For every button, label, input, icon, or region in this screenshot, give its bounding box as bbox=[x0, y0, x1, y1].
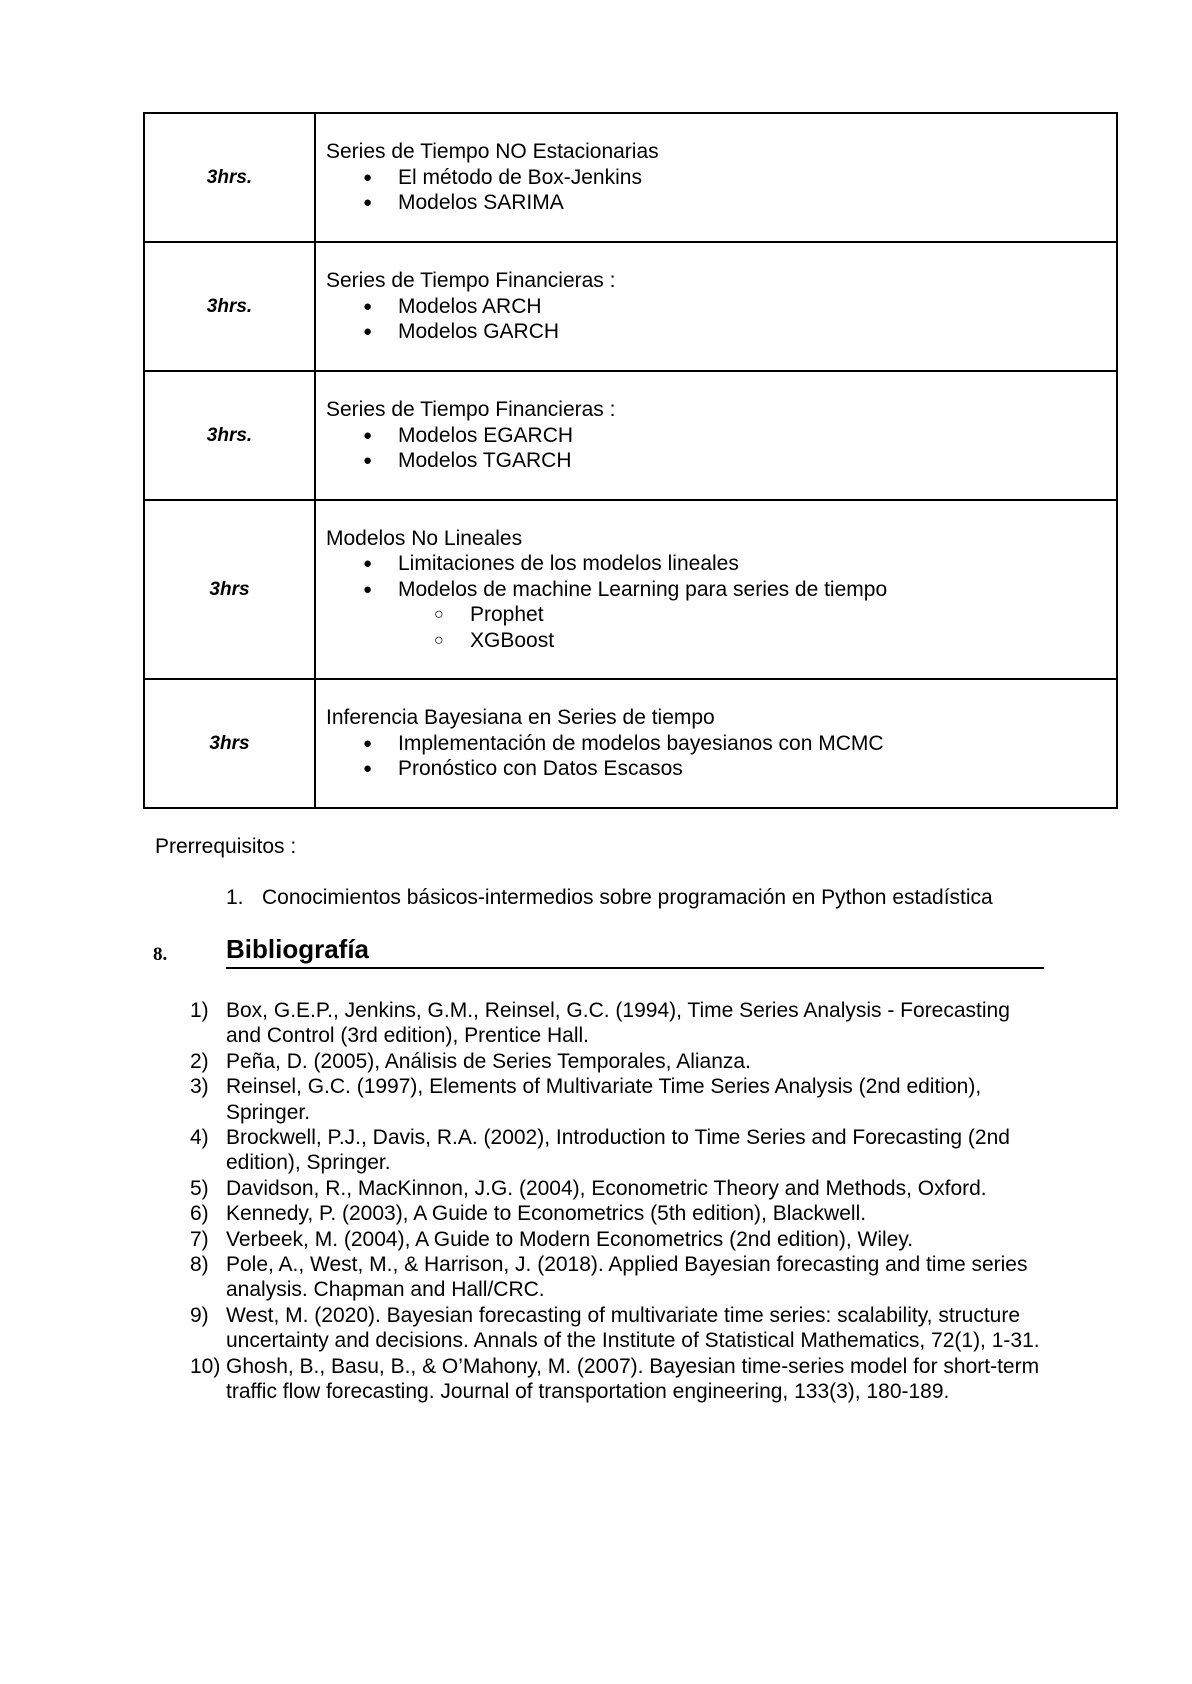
topic-cell bbox=[315, 500, 1117, 679]
bibliography-entry bbox=[190, 998, 1050, 1049]
topic-list bbox=[326, 731, 1116, 782]
topic-title: Series de Tiempo Financieras : bbox=[326, 398, 616, 422]
prerequisites-label: Prerrequisitos : bbox=[155, 835, 297, 858]
schedule-row bbox=[144, 113, 1117, 242]
entry-number: 2) bbox=[190, 1049, 209, 1073]
bibliography-entry bbox=[190, 1201, 1050, 1226]
hours-cell: 3hrs. bbox=[144, 113, 315, 242]
entry-text: Peña, D. (2005), Análisis de Series Temporales, Alianza. bbox=[226, 1049, 751, 1073]
topic-item: ● Modelos SARIMA bbox=[398, 190, 1116, 216]
topic-title: Series de Tiempo Financieras : bbox=[326, 269, 616, 293]
bibliography-entry bbox=[190, 1227, 1050, 1252]
prerequisite-text: Conocimientos básicos-intermedios sobre programación en Python estadística bbox=[262, 886, 993, 909]
topic-item bbox=[398, 577, 1116, 654]
entry-text: Brockwell, P.J., Davis, R.A. (2002), Introduction to Time Series and Forecasting (2nd edition), Springer. bbox=[226, 1126, 1010, 1175]
topic-list bbox=[326, 423, 1116, 474]
entry-text: Verbeek, M. (2004), A Guide to Modern Econometrics (2nd edition), Wiley. bbox=[226, 1227, 914, 1251]
section-title: Bibliografía bbox=[226, 934, 1044, 969]
entry-text: Reinsel, G.C. (1997), Elements of Multivariate Time Series Analysis (2nd edition), Springer. bbox=[226, 1075, 982, 1124]
topic-cell bbox=[315, 242, 1117, 371]
bibliography-entry bbox=[190, 1354, 1050, 1405]
section-number: 8. bbox=[153, 944, 168, 965]
topic-list bbox=[326, 294, 1116, 345]
bibliography-entry bbox=[190, 1074, 1050, 1125]
entry-number: 6) bbox=[190, 1202, 209, 1226]
schedule-row bbox=[144, 371, 1117, 500]
schedule-row bbox=[144, 679, 1117, 808]
schedule-table bbox=[143, 112, 1118, 809]
subtopic-list bbox=[398, 602, 1116, 653]
topic-title: Modelos No Lineales bbox=[326, 526, 523, 550]
entry-text: Davidson, R., MacKinnon, J.G. (2004), Econometric Theory and Methods, Oxford. bbox=[226, 1176, 987, 1200]
topic-item: ● El método de Box-Jenkins bbox=[398, 165, 1116, 191]
topic-item: ● Modelos ARCH bbox=[398, 294, 1116, 320]
bibliography-entry bbox=[190, 1049, 1050, 1074]
hours-cell: 3hrs. bbox=[144, 242, 315, 371]
bibliography-entry bbox=[190, 1125, 1050, 1176]
schedule-row bbox=[144, 242, 1117, 371]
topic-cell bbox=[315, 679, 1117, 808]
entry-text: Kennedy, P. (2003), A Guide to Econometrics (5th edition), Blackwell. bbox=[226, 1202, 867, 1226]
entry-text: Ghosh, B., Basu, B., & O’Mahony, M. (2007). Bayesian time-series model for short-term traffic flow forecasting. Journal of transportation engineering, 133(3), 180-189. bbox=[226, 1354, 1040, 1404]
entry-number: 7) bbox=[190, 1227, 209, 1251]
entry-number: 10) bbox=[190, 1354, 221, 1378]
hours-cell: 3hrs. bbox=[144, 371, 315, 500]
entry-number: 9) bbox=[190, 1303, 209, 1327]
topic-item: ● Implementación de modelos bayesianos con MCMC bbox=[398, 731, 1116, 757]
topic-cell bbox=[315, 371, 1117, 500]
bibliography-entry bbox=[190, 1252, 1050, 1303]
topic-cell bbox=[315, 113, 1117, 242]
topic-list bbox=[326, 551, 1116, 653]
topic-item-text: Modelos de machine Learning para series de tiempo bbox=[398, 577, 888, 601]
entry-number: 1) bbox=[190, 999, 209, 1022]
hours-cell: 3hrs bbox=[144, 500, 315, 679]
topic-item: ● Modelos TGARCH bbox=[398, 448, 1116, 474]
topic-title: Inferencia Bayesiana en Series de tiempo bbox=[326, 706, 715, 730]
entry-number: 4) bbox=[190, 1126, 209, 1150]
topic-item: ● Pronóstico con Datos Escasos bbox=[398, 756, 1116, 782]
bibliography-entry bbox=[190, 1176, 1050, 1201]
schedule-row bbox=[144, 500, 1117, 679]
subtopic-item: ○ Prophet bbox=[470, 602, 1116, 628]
topic-item: ● Modelos EGARCH bbox=[398, 423, 1116, 449]
topic-item: ● Modelos GARCH bbox=[398, 319, 1116, 345]
bibliography-list bbox=[190, 998, 1050, 1405]
bibliography-entry bbox=[190, 1303, 1050, 1354]
entry-number: 8) bbox=[190, 1253, 209, 1277]
entry-text: West, M. (2020). Bayesian forecasting of multivariate time series: scalability, structure uncertainty and decisions. Annals of the Institute of Statistical Mathematics, 72(1), 1-31. bbox=[226, 1303, 1040, 1353]
entry-number: 5) bbox=[190, 1176, 209, 1200]
subtopic-item: ○ XGBoost bbox=[470, 628, 1116, 654]
topic-title: Series de Tiempo NO Estacionarias bbox=[326, 140, 659, 164]
topic-item: ● Limitaciones de los modelos lineales bbox=[398, 551, 1116, 577]
entry-text: Pole, A., West, M., & Harrison, J. (2018). Applied Bayesian forecasting and time series analysis. Chapman and Hall/CRC. bbox=[226, 1253, 1028, 1302]
prerequisite-item bbox=[226, 886, 993, 910]
topic-list bbox=[326, 165, 1116, 216]
prerequisite-number: 1. bbox=[226, 886, 244, 909]
entry-number: 3) bbox=[190, 1075, 209, 1099]
hours-cell: 3hrs bbox=[144, 679, 315, 808]
entry-text: Box, G.E.P., Jenkins, G.M., Reinsel, G.C. (1994), Time Series Analysis - Forecasting and Control (3rd edition), Prentice Hall. bbox=[226, 999, 1010, 1048]
